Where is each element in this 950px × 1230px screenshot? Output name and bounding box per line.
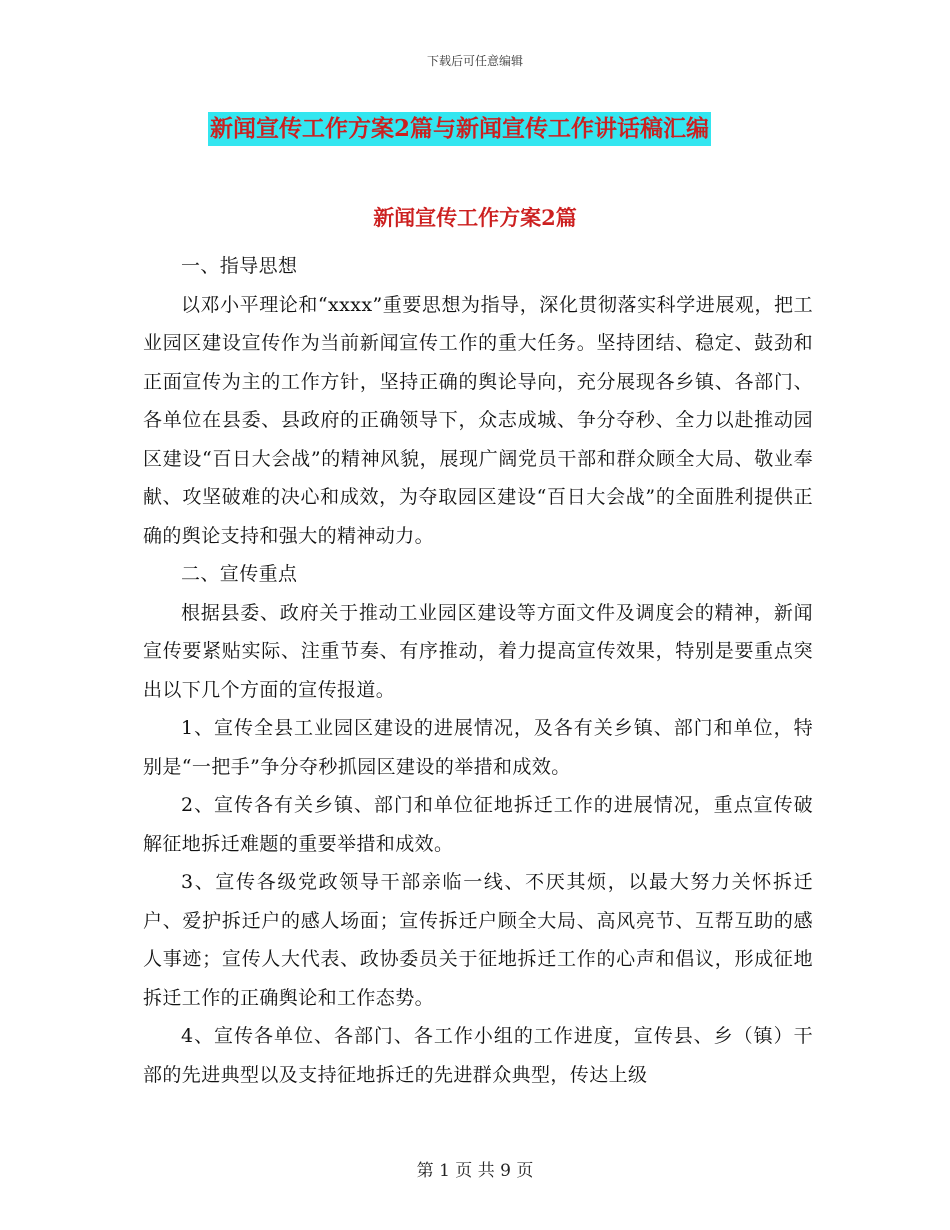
list-item: 2、宣传各有关乡镇、部门和单位征地拆迁工作的进展情况，重点宣传破解征地拆迁难题的重要举措和成效。 [143,794,813,855]
list-item: 1、宣传全县工业园区建设的进展情况，及各有关乡镇、部门和单位，特别是“一把手”争分夺秒抓园区建设的举措和成效。 [143,717,813,778]
paragraph: 以邓小平理论和“xxxx”重要思想为指导，深化贯彻落实科学进展观，把工业园区建设宣传作为当前新闻宣传工作的重大任务。坚持团结、稳定、鼓劲和正面宣传为主的工作方针，坚持正确的舆论导向，充分展现各乡镇、各部门、各单位在县委、县政府的正确领导下，众志成城、争分夺秒、全力以赴推动园区建设“百日大会战”的精神风貌，展现广阔党员干部和群众顾全大局、敬业奉献、攻坚破难的决心和成效，为夺取园区建设“百日大会战”的全面胜利提供正确的舆论支持和强大的精神动力。 [143,293,813,547]
list-item: 4、宣传各单位、各部门、各工作小组的工作进度，宣传县、乡（镇）干部的先进典型以及支持征地拆迁的先进群众典型，传达上级 [143,1025,813,1086]
document-title: 新闻宣传工作方案2篇与新闻宣传工作讲话稿汇编 [208,112,711,146]
paragraph-heading-guiding-ideology: 一、指导思想 [181,255,298,277]
page-indicator: 第 1 页 共 9 页 [416,1161,534,1181]
list-item: 3、宣传各级党政领导干部亲临一线、不厌其烦，以最大努力关怀拆迁户、爱护拆迁户的感人场面；宣传拆迁户顾全大局、高风亮节、互帮互助的感人事迹；宣传人大代表、政协委员关于征地拆迁工作的心声和倡议，形成征地拆迁工作的正确舆论和工作态势。 [143,871,813,1009]
paragraph: 根据县委、政府关于推动工业园区建设等方面文件及调度会的精神，新闻宣传要紧贴实际、注重节奏、有序推动，着力提高宣传效果，特别是要重点突出以下几个方面的宣传报道。 [143,601,813,701]
section-title: 新闻宣传工作方案2篇 [373,205,577,230]
paragraph-heading-publicity-focus: 二、宣传重点 [181,563,298,585]
header-note: 下载后可任意编辑 [426,54,523,68]
document-body [143,247,813,1094]
